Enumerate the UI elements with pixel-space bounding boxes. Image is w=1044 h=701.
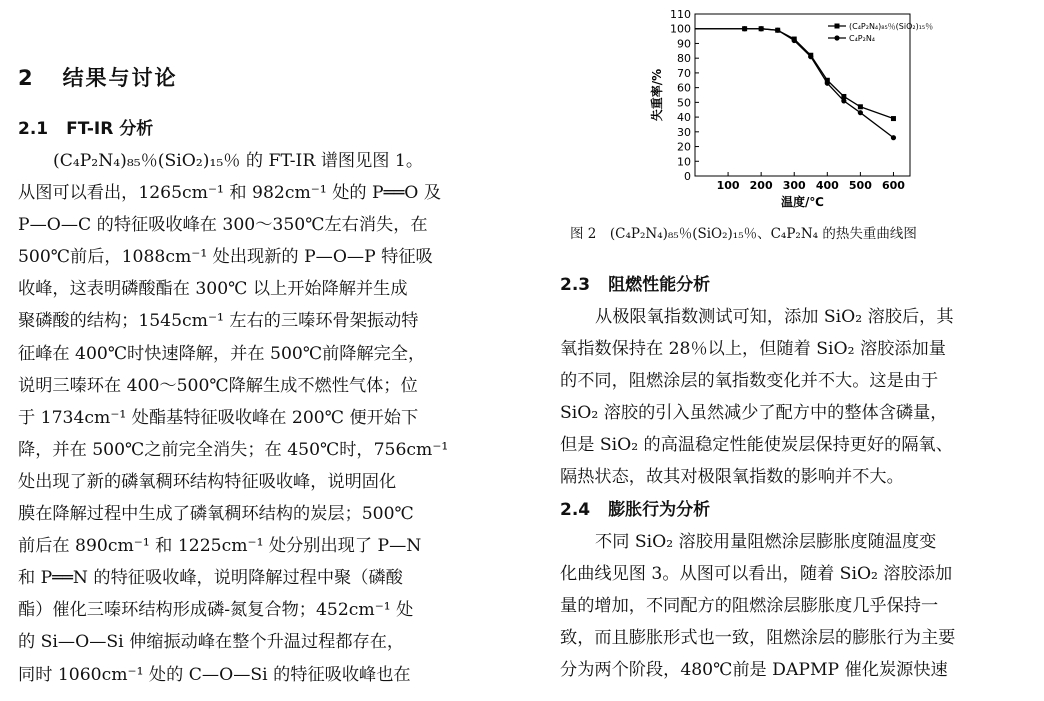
y-tick-label: 80 bbox=[677, 52, 691, 66]
ftir-paragraph bbox=[18, 145, 496, 691]
text-line: 致，而且膨胀形式也一致，阻燃涂层的膨胀行为主要 bbox=[560, 627, 956, 648]
text-line: 不同 SiO₂ 溶胶用量阻燃涂层膨胀度随温度变 bbox=[595, 531, 937, 552]
section-title: 结果与讨论 bbox=[62, 66, 178, 90]
text-line: 同时 1060cm⁻¹ 处的 C—O—Si 的特征吸收峰也在 bbox=[18, 664, 411, 685]
y-tick-label: 10 bbox=[677, 155, 691, 169]
text-line: 说明三嗪环在 400～500℃降解生成不燃性气体；位 bbox=[18, 375, 418, 396]
series-2-point bbox=[808, 54, 813, 59]
figure-2-chart bbox=[640, 4, 940, 216]
section-heading bbox=[18, 62, 178, 92]
figure-2-caption: 图 2 (C₄P₂N₄)₈₅％(SiO₂)₁₅％、C₄P₂N₄ 的热失重曲线图 bbox=[570, 226, 917, 242]
y-tick-label: 20 bbox=[677, 140, 691, 154]
text-line: 降，并在 500℃之前完全消失；在 450℃时，756cm⁻¹ bbox=[18, 439, 449, 460]
body-text bbox=[18, 145, 496, 691]
legend-marker bbox=[835, 24, 840, 29]
legend-label: (C₄P₂N₄)₈₅％(SiO₂)₁₅％ bbox=[849, 22, 934, 31]
x-tick-label: 100 bbox=[716, 179, 740, 192]
y-tick-label: 0 bbox=[684, 170, 691, 183]
text-line: 收峰，这表明磷酸酯在 300℃ 以上开始降解并生成 bbox=[18, 279, 408, 300]
series-1-point bbox=[891, 116, 896, 121]
plot-frame bbox=[695, 14, 910, 176]
flame-retardancy-paragraph bbox=[560, 301, 1032, 494]
y-tick-label: 60 bbox=[677, 81, 691, 95]
text-line: 化曲线见图 3。从图可以看出，随着 SiO₂ 溶胶添加 bbox=[560, 563, 953, 584]
right-column-body bbox=[560, 269, 1032, 686]
text-line: 量的增加，不同配方的阻燃涂层膨胀度几乎保持一 bbox=[560, 595, 939, 616]
subsection-2-1-heading bbox=[18, 113, 496, 145]
series-2-point bbox=[891, 135, 896, 140]
series-2-point bbox=[792, 38, 797, 43]
y-tick-label: 50 bbox=[677, 96, 691, 110]
text-line: 氧指数保持在 28％以上，但随着 SiO₂ 溶胶添加量 bbox=[560, 339, 946, 360]
series-2-point bbox=[759, 26, 764, 31]
series-1-point bbox=[858, 104, 863, 109]
y-tick-label: 110 bbox=[670, 8, 691, 21]
legend-label: C₄P₂N₄ bbox=[849, 34, 876, 43]
y-tick-label: 30 bbox=[677, 125, 691, 139]
subsection-2-3-heading bbox=[560, 269, 1032, 301]
subsection-title: FT-IR 分析 bbox=[66, 119, 154, 139]
section-number: 2 bbox=[18, 66, 35, 90]
text-line: 从极限氧指数测试可知，添加 SiO₂ 溶胶后，其 bbox=[595, 307, 954, 327]
subsection-heading bbox=[18, 113, 496, 145]
text-line: 从图可以看出，1265cm⁻¹ 和 982cm⁻¹ 处的 P══O 及 bbox=[18, 183, 442, 204]
text-line: 征峰在 400℃时快速降解，并在 500℃前降解完全， bbox=[18, 343, 426, 364]
text-line: SiO₂ 溶胶的引入虽然减少了配方中的整体含磷量， bbox=[560, 403, 948, 424]
text-line: 但是 SiO₂ 的高温稳定性能使炭层保持更好的隔氧、 bbox=[560, 435, 953, 456]
text-line: 500℃前后，1088cm⁻¹ 处出现新的 P—O—P 特征吸 bbox=[18, 247, 433, 268]
y-axis-label: 失重率/% bbox=[650, 68, 664, 122]
series-2-point bbox=[742, 26, 747, 31]
y-tick-label: 100 bbox=[670, 22, 691, 36]
series-2-point bbox=[858, 110, 863, 115]
series-line-2 bbox=[695, 29, 893, 138]
text-line: 于 1734cm⁻¹ 处酯基特征吸收峰在 200℃ 便开始下 bbox=[18, 407, 419, 428]
text-line: 聚磷酸的结构；1545cm⁻¹ 左右的三嗪环骨架振动特 bbox=[18, 311, 419, 332]
subsection-title: 膨胀行为分析 bbox=[608, 499, 711, 520]
text-line: 隔热状态，故其对极限氧指数的影响并不大。 bbox=[560, 467, 904, 488]
text-line: 酯）催化三嗪环结构形成磷-氮复合物；452cm⁻¹ 处 bbox=[18, 600, 414, 621]
x-axis-label: 温度/℃ bbox=[781, 195, 824, 209]
subsection-number: 2.4 bbox=[560, 499, 591, 520]
text-line: 的不同，阻燃涂层的氧指数变化并不大。这是由于 bbox=[560, 371, 939, 392]
subsection-number: 2.1 bbox=[18, 119, 49, 139]
y-tick-label: 40 bbox=[677, 111, 691, 125]
y-tick-label: 70 bbox=[677, 66, 691, 80]
x-tick-label: 400 bbox=[815, 179, 839, 192]
text-line: 分为两个阶段，480℃前是 DAPMP 催化炭源快速 bbox=[560, 659, 948, 680]
x-tick-label: 300 bbox=[782, 179, 806, 192]
text-line: 处出现了新的磷氧稠环结构特征吸收峰，说明固化 bbox=[18, 471, 397, 492]
series-2-point bbox=[841, 98, 846, 103]
x-tick-label: 500 bbox=[848, 179, 872, 192]
text-line: P—O—C 的特征吸收峰在 300～350℃左右消失，在 bbox=[18, 215, 428, 236]
intumescence-paragraph bbox=[560, 526, 1032, 686]
series-2-point bbox=[775, 28, 780, 33]
text-line: (C₄P₂N₄)₈₅％(SiO₂)₁₅％ 的 FT-IR 谱图见图 1。 bbox=[53, 151, 424, 171]
legend-marker bbox=[834, 35, 839, 40]
subsection-title: 阻燃性能分析 bbox=[608, 275, 711, 295]
text-line: 前后在 890cm⁻¹ 和 1225cm⁻¹ 处分别出现了 P—N bbox=[18, 536, 422, 557]
x-tick-label: 200 bbox=[749, 179, 773, 192]
text-line: 的 Si—O—Si 伸缩振动峰在整个升温过程都存在， bbox=[18, 632, 405, 653]
x-tick-label: 600 bbox=[881, 179, 905, 192]
series-2-point bbox=[825, 81, 830, 86]
tga-chart-svg bbox=[640, 4, 940, 216]
text-line: 膜在降解过程中生成了磷氧稠环结构的炭层；500℃ bbox=[18, 504, 414, 525]
y-tick-label: 90 bbox=[677, 37, 691, 51]
subsection-number: 2.3 bbox=[560, 275, 591, 295]
subsection-2-4-heading bbox=[560, 494, 1032, 526]
text-line: 和 P══N 的特征吸收峰，说明降解过程中聚（磷酸 bbox=[18, 568, 403, 589]
